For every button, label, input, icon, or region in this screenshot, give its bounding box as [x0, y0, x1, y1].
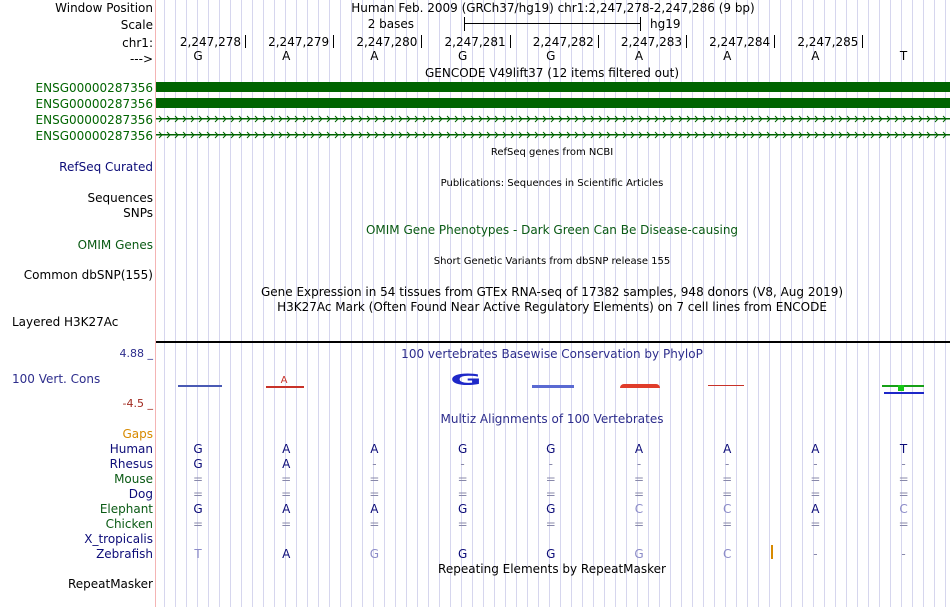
- alignment-base: =: [898, 472, 909, 486]
- species-label-rhesus[interactable]: Rhesus: [109, 457, 153, 471]
- alignment-base: =: [457, 472, 468, 486]
- alignment-base: =: [633, 487, 645, 501]
- assembly-text: hg19: [650, 17, 681, 31]
- gencode-track-title: GENCODE V49lift37 (12 items filtered out): [424, 66, 680, 80]
- alignment-base: -: [460, 457, 465, 471]
- alignment-base: C: [722, 547, 732, 561]
- track-separator: [156, 341, 950, 343]
- alignment-base: =: [369, 487, 380, 501]
- phylop-glyph: A: [280, 375, 288, 386]
- alignment-base: A: [282, 457, 291, 471]
- alignment-base: A: [282, 442, 291, 456]
- ruler-tick: [862, 35, 863, 48]
- alignment-base: A: [634, 442, 644, 456]
- alignment-base: A: [370, 442, 379, 456]
- alignment-base: G: [546, 442, 556, 456]
- alignment-base: =: [722, 487, 733, 501]
- ruler-tick: [510, 35, 511, 48]
- track-label-column: [0, 0, 155, 607]
- species-label-zebrafish[interactable]: Zebrafish: [96, 547, 153, 561]
- alignment-base: -: [901, 457, 906, 471]
- alignment-base: G: [193, 457, 203, 471]
- alignment-base: =: [633, 517, 645, 531]
- alignment-base: =: [810, 517, 821, 531]
- sequences-track-label[interactable]: Sequences: [87, 191, 153, 205]
- species-label-human[interactable]: Human: [109, 442, 153, 456]
- gene-feature[interactable]: [156, 98, 950, 108]
- refseq-track-title: RefSeq genes from NCBI: [490, 147, 614, 158]
- reference-base: G: [193, 49, 203, 63]
- alignment-base: =: [457, 517, 468, 531]
- window-position-text: Human Feb. 2009 (GRCh37/hg19) chr1:2,247,278-2,247,286 (9 bp): [351, 1, 755, 15]
- reference-base: A: [282, 49, 291, 63]
- alignment-base: G: [369, 547, 380, 561]
- reference-base: A: [370, 49, 379, 63]
- phylop-track-label[interactable]: 100 Vert. Cons: [12, 372, 101, 386]
- reference-base: G: [457, 49, 468, 63]
- species-label-elephant[interactable]: Elephant: [99, 502, 153, 516]
- snps-track-label[interactable]: SNPs: [123, 206, 153, 220]
- ruler-coordinate: 2,247,279: [268, 35, 330, 49]
- window-position-label: Window Position: [55, 1, 153, 15]
- alignment-base: G: [546, 547, 556, 561]
- species-label-dog[interactable]: Dog: [128, 487, 153, 501]
- scale-label: Scale: [120, 18, 153, 32]
- ruler-coordinate: 2,247,285: [797, 35, 859, 49]
- reference-base: A: [811, 49, 820, 63]
- alignment-base: =: [545, 487, 556, 501]
- alignment-base: A: [811, 442, 820, 456]
- gene-track-label[interactable]: ENSG00000287356: [35, 81, 153, 95]
- ruler-tick: [421, 35, 422, 48]
- alignment-base: A: [723, 442, 732, 456]
- ruler-coordinate: 2,247,280: [356, 35, 418, 49]
- gtex-track-title: Gene Expression in 54 tissues from GTEx RNA-seq of 17382 samples, 948 donors (V8, Aug 2019): [260, 285, 844, 299]
- phylop-glyph: G: [450, 370, 482, 389]
- species-label-x-tropicalis[interactable]: X_tropicalis: [84, 532, 153, 546]
- ruler-coordinate: 2,247,281: [444, 35, 506, 49]
- intron-arrow-line[interactable]: [156, 113, 950, 125]
- gene-track-label[interactable]: ENSG00000287356: [35, 129, 153, 143]
- alignment-base: =: [633, 472, 645, 486]
- ruler-tick: [774, 35, 775, 48]
- alignment-base: A: [282, 502, 291, 516]
- dbsnp-track-title: Short Genetic Variants from dbSNP release 155: [433, 256, 671, 267]
- alignment-base: =: [281, 517, 292, 531]
- alignment-base: =: [545, 517, 556, 531]
- alignment-base: A: [282, 547, 291, 561]
- alignment-base: G: [457, 442, 468, 456]
- gene-track-label[interactable]: ENSG00000287356: [35, 113, 153, 127]
- alignment-base: =: [369, 472, 380, 486]
- publications-track-title: Publications: Sequences in Scientific Articles: [440, 178, 664, 189]
- omim-track-label[interactable]: OMIM Genes: [77, 238, 153, 252]
- ruler-coordinate: 2,247,278: [179, 35, 241, 49]
- omim-track-title: OMIM Gene Phenotypes - Dark Green Can Be Disease-causing: [365, 223, 739, 237]
- alignment-base: =: [722, 517, 733, 531]
- alignment-base: =: [722, 472, 733, 486]
- refseq-track-label[interactable]: RefSeq Curated: [59, 160, 153, 174]
- alignment-base: =: [810, 472, 821, 486]
- ruler-coordinate: 2,247,283: [620, 35, 682, 49]
- repeatmasker-track-label[interactable]: RepeatMasker: [67, 577, 153, 591]
- h3k27ac-track-label[interactable]: Layered H3K27Ac: [12, 315, 119, 329]
- alignment-base: T: [899, 442, 908, 456]
- ruler-tick: [686, 35, 687, 48]
- alignment-base: =: [192, 487, 204, 501]
- reference-base: T: [899, 49, 908, 63]
- alignment-base: -: [813, 547, 818, 561]
- ruler-tick: [245, 35, 246, 48]
- species-label-mouse[interactable]: Mouse: [114, 472, 153, 486]
- gaps-track-label[interactable]: Gaps: [122, 427, 153, 441]
- reference-base: A: [634, 49, 644, 63]
- insertion-marker: [771, 545, 773, 559]
- alignment-base: G: [193, 442, 203, 456]
- phylop-max-label: 4.88 _: [119, 347, 153, 360]
- alignment-base: C: [722, 502, 732, 516]
- dbsnp-track-label[interactable]: Common dbSNP(155): [23, 268, 153, 282]
- alignment-base: =: [281, 472, 292, 486]
- alignment-base: -: [372, 457, 377, 471]
- alignment-base: G: [457, 502, 468, 516]
- chr-label: chr1:: [122, 36, 153, 50]
- scale-text: 2 bases: [367, 17, 414, 31]
- ruler-coordinate: 2,247,282: [532, 35, 594, 49]
- phylop-track-title: 100 vertebrates Basewise Conservation by PhyloP: [401, 347, 703, 361]
- alignment-base: =: [810, 487, 821, 501]
- intron-arrow-line[interactable]: [156, 129, 950, 141]
- alignment-base: A: [370, 502, 379, 516]
- alignment-base: =: [545, 472, 556, 486]
- alignment-base: =: [281, 487, 292, 501]
- ruler-tick: [333, 35, 334, 48]
- alignment-base: =: [898, 487, 909, 501]
- reference-base: G: [546, 49, 556, 63]
- alignment-base: -: [548, 457, 553, 471]
- alignment-base: =: [192, 517, 204, 531]
- ruler-tick: [598, 35, 599, 48]
- gene-track-label[interactable]: ENSG00000287356: [35, 97, 153, 111]
- alignment-base: G: [634, 547, 644, 561]
- repeatmasker-track-title: Repeating Elements by RepeatMasker: [438, 562, 666, 576]
- alignment-base: C: [634, 502, 644, 516]
- reference-base: A: [723, 49, 732, 63]
- alignment-base: -: [813, 457, 818, 471]
- alignment-base: =: [898, 517, 909, 531]
- h3k27ac-track-title: H3K27Ac Mark (Often Found Near Active Regulatory Elements) on 7 cell lines from ENCODE: [277, 300, 827, 314]
- alignment-base: -: [725, 457, 730, 471]
- gene-feature[interactable]: [156, 82, 950, 92]
- ruler-coordinate: 2,247,284: [709, 35, 771, 49]
- alignment-base: G: [193, 502, 203, 516]
- alignment-base: =: [192, 472, 204, 486]
- strand-label: --->: [129, 52, 153, 66]
- alignment-base: T: [194, 547, 202, 561]
- alignment-base: C: [899, 502, 908, 516]
- alignment-base: =: [369, 517, 380, 531]
- phylop-min-label: -4.5 _: [122, 397, 153, 410]
- alignment-base: G: [457, 547, 468, 561]
- species-label-chicken[interactable]: Chicken: [105, 517, 153, 531]
- alignment-base: A: [811, 502, 820, 516]
- alignment-base: G: [546, 502, 556, 516]
- alignment-base: =: [457, 487, 468, 501]
- alignment-base: -: [636, 457, 642, 471]
- alignment-base: -: [901, 547, 906, 561]
- multiz-track-title: Multiz Alignments of 100 Vertebrates: [440, 412, 664, 426]
- browser-image[interactable]: [156, 0, 950, 607]
